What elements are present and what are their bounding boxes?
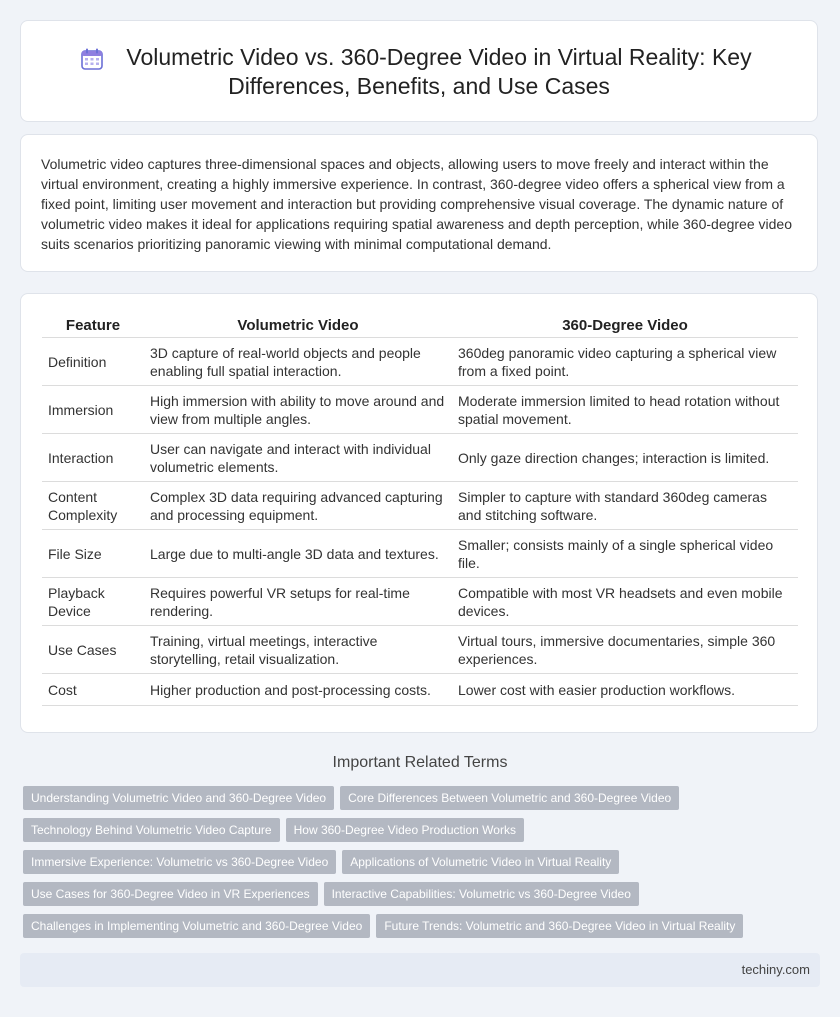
row-volumetric: Higher production and post-processing costs. — [144, 674, 452, 706]
related-terms-row — [23, 850, 823, 882]
related-term-tag[interactable]: Immersive Experience: Volumetric vs 360-Degree Video — [23, 850, 336, 874]
related-term-tag[interactable]: Applications of Volumetric Video in Virtual Reality — [342, 850, 619, 874]
row-feature: Definition — [42, 338, 144, 386]
row-feature: File Size — [42, 530, 144, 578]
row-feature: Use Cases — [42, 626, 144, 674]
comparison-card — [20, 293, 818, 733]
header-360: 360-Degree Video — [452, 313, 798, 338]
related-terms-row — [23, 882, 823, 914]
header-volumetric: Volumetric Video — [144, 313, 452, 338]
intro-card — [20, 134, 818, 272]
row-volumetric: Training, virtual meetings, interactive storytelling, retail visualization. — [144, 626, 452, 674]
title-card — [20, 20, 818, 122]
comparison-table — [42, 313, 798, 706]
page-title — [21, 43, 817, 101]
table-row — [42, 386, 798, 434]
related-terms-row — [23, 818, 823, 850]
page-title-line-2: Differences, Benefits, and Use Cases — [228, 73, 610, 99]
related-term-tag[interactable]: How 360-Degree Video Production Works — [286, 818, 524, 842]
row-volumetric: High immersion with ability to move around and view from multiple angles. — [144, 386, 452, 434]
related-term-tag[interactable]: Challenges in Implementing Volumetric and 360-Degree Video — [23, 914, 370, 938]
intro-paragraph: Volumetric video captures three-dimensional spaces and objects, allowing users to move freely and interact within the virtual environment, creating a highly immersive experience. In contrast, 360-degree video offers a spherical view from a fixed point, limiting user movement and interaction but providing comprehensive visual coverage. The dynamic nature of volumetric video makes it ideal for applications requiring spatial awareness and depth perception, while 360-degree video suits scenarios prioritizing panoramic viewing with minimal computational demand. — [41, 156, 792, 252]
row-feature: Cost — [42, 674, 144, 706]
related-term-tag[interactable]: Future Trends: Volumetric and 360-Degree Video in Virtual Reality — [376, 914, 743, 938]
table-row — [42, 674, 798, 706]
table-row — [42, 626, 798, 674]
related-term-tag[interactable]: Understanding Volumetric Video and 360-Degree Video — [23, 786, 334, 810]
row-feature: Immersion — [42, 386, 144, 434]
table-row — [42, 482, 798, 530]
row-360: Compatible with most VR headsets and even mobile devices. — [452, 578, 798, 626]
row-volumetric: 3D capture of real-world objects and people enabling full spatial interaction. — [144, 338, 452, 386]
table-row — [42, 578, 798, 626]
related-term-tag[interactable]: Use Cases for 360-Degree Video in VR Experiences — [23, 882, 318, 906]
related-terms-heading: Important Related Terms — [332, 754, 508, 771]
row-volumetric: User can navigate and interact with individual volumetric elements. — [144, 434, 452, 482]
table-header-row — [42, 313, 798, 338]
row-360: Moderate immersion limited to head rotation without spatial movement. — [452, 386, 798, 434]
related-terms-row — [23, 786, 823, 818]
row-volumetric: Requires powerful VR setups for real-time rendering. — [144, 578, 452, 626]
table-row — [42, 530, 798, 578]
related-terms-list — [23, 786, 823, 946]
table-row — [42, 434, 798, 482]
related-term-tag[interactable]: Technology Behind Volumetric Video Capture — [23, 818, 280, 842]
row-volumetric: Large due to multi-angle 3D data and textures. — [144, 530, 452, 578]
row-volumetric: Complex 3D data requiring advanced capturing and processing equipment. — [144, 482, 452, 530]
row-360: Lower cost with easier production workflows. — [452, 674, 798, 706]
row-360: Virtual tours, immersive documentaries, simple 360 experiences. — [452, 626, 798, 674]
row-360: Smaller; consists mainly of a single spherical video file. — [452, 530, 798, 578]
related-terms-row — [23, 914, 823, 946]
page-title-line-1: Volumetric Video vs. 360-Degree Video in Virtual Reality: Key — [126, 44, 752, 70]
footer — [20, 953, 820, 987]
header-feature: Feature — [42, 313, 144, 338]
row-360: Only gaze direction changes; interaction is limited. — [452, 434, 798, 482]
table-row — [42, 338, 798, 386]
row-360: Simpler to capture with standard 360deg cameras and stitching software. — [452, 482, 798, 530]
row-feature: Playback Device — [42, 578, 144, 626]
row-feature: Content Complexity — [42, 482, 144, 530]
row-360: 360deg panoramic video capturing a spherical view from a fixed point. — [452, 338, 798, 386]
row-feature: Interaction — [42, 434, 144, 482]
footer-site-link[interactable]: techiny.com — [741, 962, 810, 977]
related-term-tag[interactable]: Core Differences Between Volumetric and 360-Degree Video — [340, 786, 679, 810]
related-term-tag[interactable]: Interactive Capabilities: Volumetric vs 360-Degree Video — [324, 882, 639, 906]
